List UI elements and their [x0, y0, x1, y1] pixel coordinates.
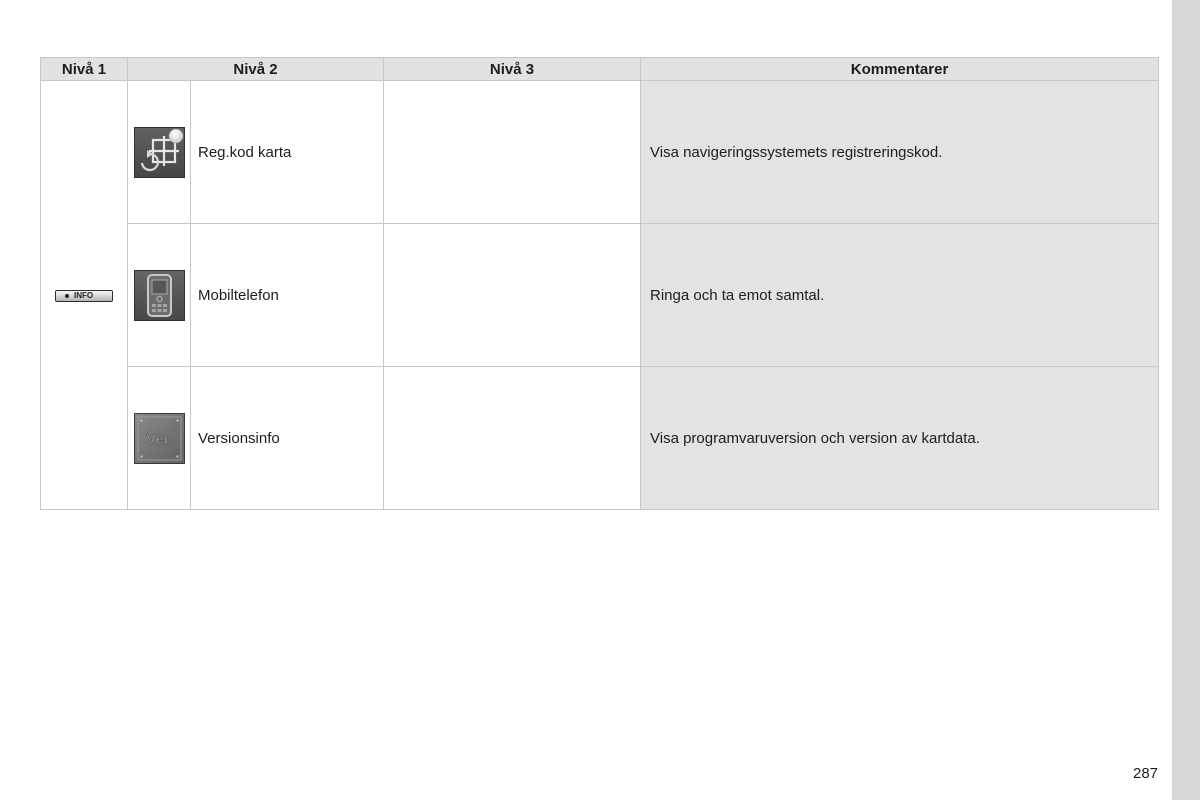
dot-icon [65, 294, 69, 298]
header-comments: Kommentarer [641, 58, 1159, 81]
level-2-label: Versionsinfo [191, 367, 384, 510]
mobile-phone-icon [134, 270, 185, 321]
header-level-3: Nivå 3 [384, 58, 641, 81]
level-2-label: Mobiltelefon [191, 224, 384, 367]
icon-cell [128, 224, 191, 367]
level-2-label: Reg.kod karta [191, 81, 384, 224]
header-level-2: Nivå 2 [128, 58, 384, 81]
map-code-icon [134, 127, 185, 178]
page-number: 287 [1133, 765, 1159, 782]
level-3-cell [384, 224, 641, 367]
version-info-icon [134, 413, 185, 464]
comment-cell: Ringa och ta emot samtal. [641, 224, 1159, 367]
header-level-1: Nivå 1 [41, 58, 128, 81]
info-button [55, 290, 113, 302]
table-row [41, 224, 1159, 367]
level-3-cell [384, 367, 641, 510]
level-3-cell [384, 81, 641, 224]
comment-cell: Visa programvaruversion och version av kartdata. [641, 367, 1159, 510]
menu-table [40, 57, 1159, 510]
page-edge-strip [1172, 0, 1200, 800]
icon-cell [128, 367, 191, 510]
level-1-cell [41, 81, 128, 510]
version-icon-text: Ver. [145, 430, 173, 448]
icon-cell [128, 81, 191, 224]
table-row [41, 367, 1159, 510]
table-header-row [41, 58, 1159, 81]
comment-cell: Visa navigeringssystemets registreringskod. [641, 81, 1159, 224]
info-button-label: INFO [74, 290, 94, 300]
table-row [41, 81, 1159, 224]
